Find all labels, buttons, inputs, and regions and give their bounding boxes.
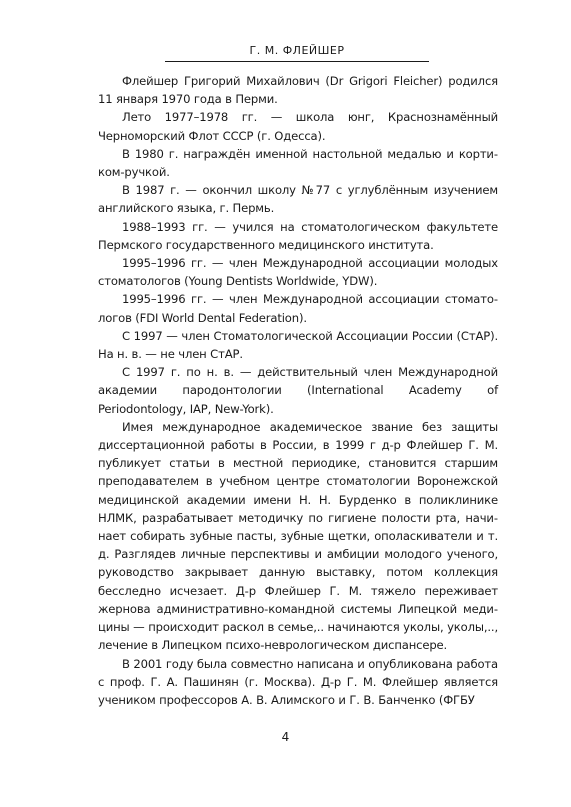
paragraph-school-77: В 1987 г. — окончил школу №77 с углублённым изучением английского языка, г. Пермь. — [98, 183, 498, 216]
paragraph-cabin-boy-school: Лето 1977–1978 гг. — школа юнг, Краснознамённый Черноморский Флот СССР (г. Одесса). — [98, 110, 498, 143]
running-header: Г. М. ФЛЕЙШЕР — [165, 44, 429, 62]
paragraph-iap: С 1997 г. по н. в. — действительный член Международной академии пародонтологии (International Academy of Periodontology, IAP, New-York). — [98, 365, 498, 416]
paragraph-2001: В 2001 году была совместно написана и опубликована работа с проф. Г. А. Пашинян (г. Москва). Д-р Г. М. Флейшер является учеником профессоров А. В. Алимского и Г. В. Банченко (ФГБУ — [98, 656, 498, 707]
paragraph-birth: Флейшер Григорий Михайлович (Dr Grigori Fleicher) родился 11 января 1970 года в Перми. — [98, 74, 498, 107]
paragraph-medal: В 1980 г. награждён именной настольной медалью и кортиком-ручкой. — [98, 146, 498, 180]
body-text — [98, 72, 498, 709]
paragraph-institute: 1988–1993 гг. — учился на стоматологическом факультете Пермского государственного медицинского института. — [98, 219, 498, 252]
paragraph-star: С 1997 — член Стоматологической Ассоциации России (СтАР). На н. в. — не член СтАР. — [98, 328, 498, 362]
paragraph-ydw: 1995–1996 гг. — член Международной ассоциации молодых стоматологов (Young Dentists Worldwide, YDW). — [98, 256, 498, 289]
paragraph-fdi: 1995–1996 гг. — член Международной ассоциации стоматологов (FDI World Dental Federation). — [98, 292, 498, 325]
page-number: 4 — [281, 730, 290, 744]
paragraph-career: Имея международное академическое звание без защиты диссертационной работы в России, в 1999 г д-р Флейшер Г. М. публикует статьи в местной периодике, становится старшим преподавателем в учебном центре стоматологии Воронежской медицинской академии имени Н. Н. Бурденко в поликлинике НЛМК, разрабатывает методичку по гигиене полости рта, начинает собирать зубные пасты, зубные щетки, ополаскиватели и т. д. Разглядев личные перспективы и амбиции молодого ученого, руководство закрывает данную выставку, потом коллекция бесследно исчезает. Д-р Флейшер Г. М. тяжело переживает жернова административно-командной системы Липецкой медицины — происходит раскол в семье,.. начинаются уколы, уколы,.., лечение в Липецком психо-неврологическом диспансере. — [98, 419, 498, 653]
